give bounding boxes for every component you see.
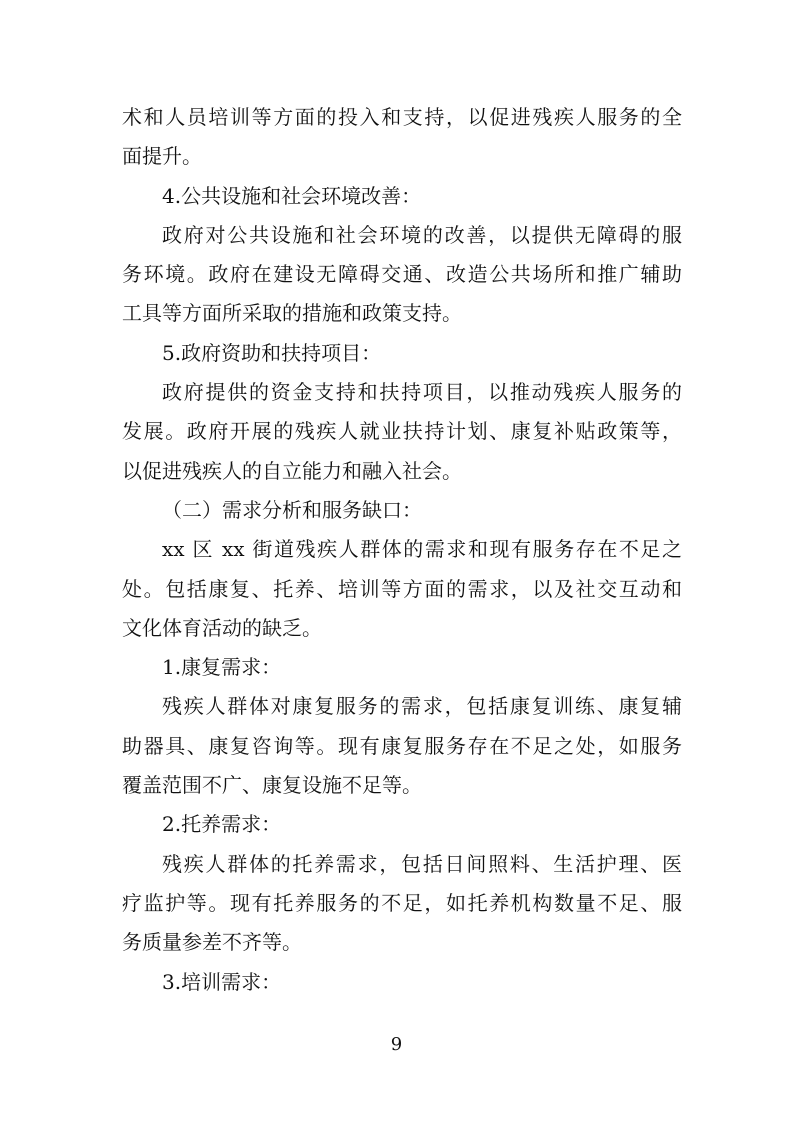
body-line: 文化体育活动的缺乏。 (122, 615, 322, 640)
body-line: 务质量参差不齐等。 (122, 930, 302, 955)
body-line: 助器具、康复咨询等。现有康复服务存在不足之处，如服务 (122, 733, 682, 758)
body-line: 务环境。政府在建设无障碍交通、改造公共场所和推广辅助 (122, 262, 682, 287)
section-heading: 4.公共设施和社会环境改善： (162, 183, 422, 208)
section-heading: （二）需求分析和服务缺口： (162, 497, 422, 522)
body-line: 面提升。 (122, 144, 202, 169)
page-body (122, 98, 682, 1002)
body-line: 工具等方面所采取的措施和政策支持。 (122, 301, 462, 326)
body-line: 残疾人群体的托养需求，包括日间照料、生活护理、医 (162, 851, 682, 876)
section-heading: 5.政府资助和扶持项目： (162, 340, 382, 365)
body-line: xx 区 xx 街道残疾人群体的需求和现有服务存在不足之 (162, 537, 682, 562)
section-heading: 3.培训需求： (162, 969, 282, 994)
section-heading: 2.托养需求： (162, 812, 282, 837)
body-line: 覆盖范围不广、康复设施不足等。 (122, 773, 422, 798)
body-line: 残疾人群体对康复服务的需求，包括康复训练、康复辅 (162, 694, 682, 719)
body-line: 以促进残疾人的自立能力和融入社会。 (122, 458, 462, 483)
section-heading: 1.康复需求： (162, 655, 282, 680)
page-number: 9 (390, 1034, 403, 1055)
body-line: 政府提供的资金支持和扶持项目，以推动残疾人服务的 (162, 380, 682, 405)
body-line: 处。包括康复、托养、培训等方面的需求，以及社交互动和 (122, 576, 682, 601)
body-line: 发展。政府开展的残疾人就业扶持计划、康复补贴政策等， (122, 419, 682, 444)
body-line: 疗监护等。现有托养服务的不足，如托养机构数量不足、服 (122, 890, 682, 915)
body-line: 术和人员培训等方面的投入和支持，以促进残疾人服务的全 (122, 105, 682, 129)
body-line: 政府对公共设施和社会环境的改善，以提供无障碍的服 (162, 222, 682, 247)
